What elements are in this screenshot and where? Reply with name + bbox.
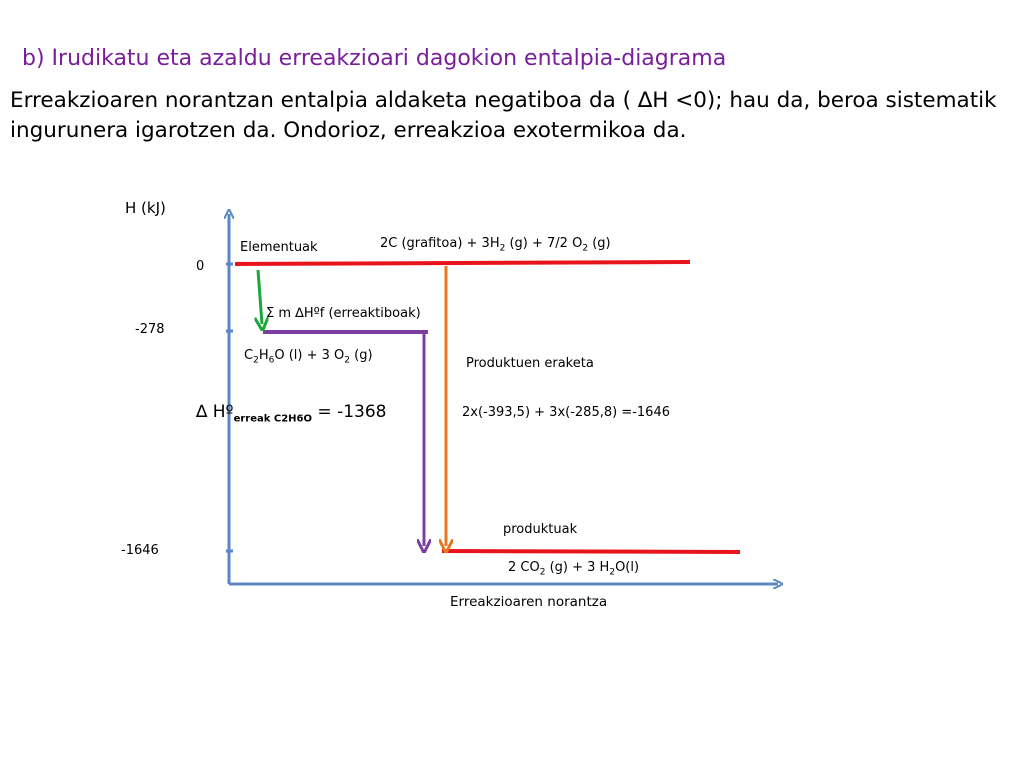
- formula-part: (g): [349, 348, 373, 363]
- production-label: Produktuen eraketa: [466, 356, 594, 371]
- delta-subscript: erreak C2H6O: [233, 413, 313, 425]
- production-calculation: 2x(-393,5) + 3x(-285,8) =-1646: [462, 405, 670, 420]
- formula-part: 2C (grafitoa) + 3H: [380, 236, 500, 251]
- formula-subscript: 2: [539, 567, 546, 578]
- formula-subscript: 2: [582, 243, 589, 254]
- formula-part: O(l): [615, 560, 640, 575]
- formula-subscript: 2: [253, 355, 259, 366]
- formula-part: 2 CO: [508, 560, 540, 575]
- elements-label: Elementuak: [240, 240, 318, 255]
- combustion-enthalpy-label: [196, 402, 386, 424]
- delta-value: = -1368: [312, 402, 387, 422]
- formula-part: O (l) + 3 O: [274, 348, 345, 363]
- explanation-paragraph: Erreakzioaren norantzan entalpia aldaketa negatiboa da ( ∆H <0); hau da, beroa sistematik ingurunera igarotzen da. Ondorioz, erreakzioa exotermikoa da.: [10, 88, 997, 143]
- formula-subscript: 2: [344, 355, 350, 366]
- products-label: produktuak: [503, 522, 578, 537]
- formula-part: (g) + 7/2 O: [505, 236, 583, 251]
- formation-reactants-arrow: [258, 270, 262, 324]
- level-products: [442, 551, 740, 552]
- formula-subscript: 2: [609, 567, 616, 578]
- x-axis-label: Erreakzioaren norantza: [450, 594, 608, 610]
- formula-part: C: [244, 348, 254, 363]
- formula-part: (g) + 3 H: [545, 560, 610, 575]
- reactants-formula: [244, 348, 373, 366]
- reactants-sum-label: Σ m ∆Hºf (erreaktiboak): [266, 306, 421, 321]
- formula-subscript: 2: [499, 243, 506, 254]
- products-formula: [508, 560, 639, 578]
- tick-label-278: -278: [135, 322, 165, 337]
- tick-label-1646: -1646: [121, 543, 159, 558]
- slide-heading: b) Irudikatu eta azaldu erreakzioari dagokion entalpia-diagrama: [22, 46, 727, 71]
- tick-label-0: 0: [196, 259, 205, 274]
- y-axis-label: H (kJ): [125, 199, 166, 217]
- elements-formula: [380, 236, 611, 254]
- formula-part: (g): [588, 236, 611, 251]
- formula-subscript: 6: [268, 355, 275, 366]
- delta-prefix: ∆ Hº: [196, 402, 234, 422]
- formula-part: H: [258, 348, 269, 363]
- level-elements: [235, 262, 690, 264]
